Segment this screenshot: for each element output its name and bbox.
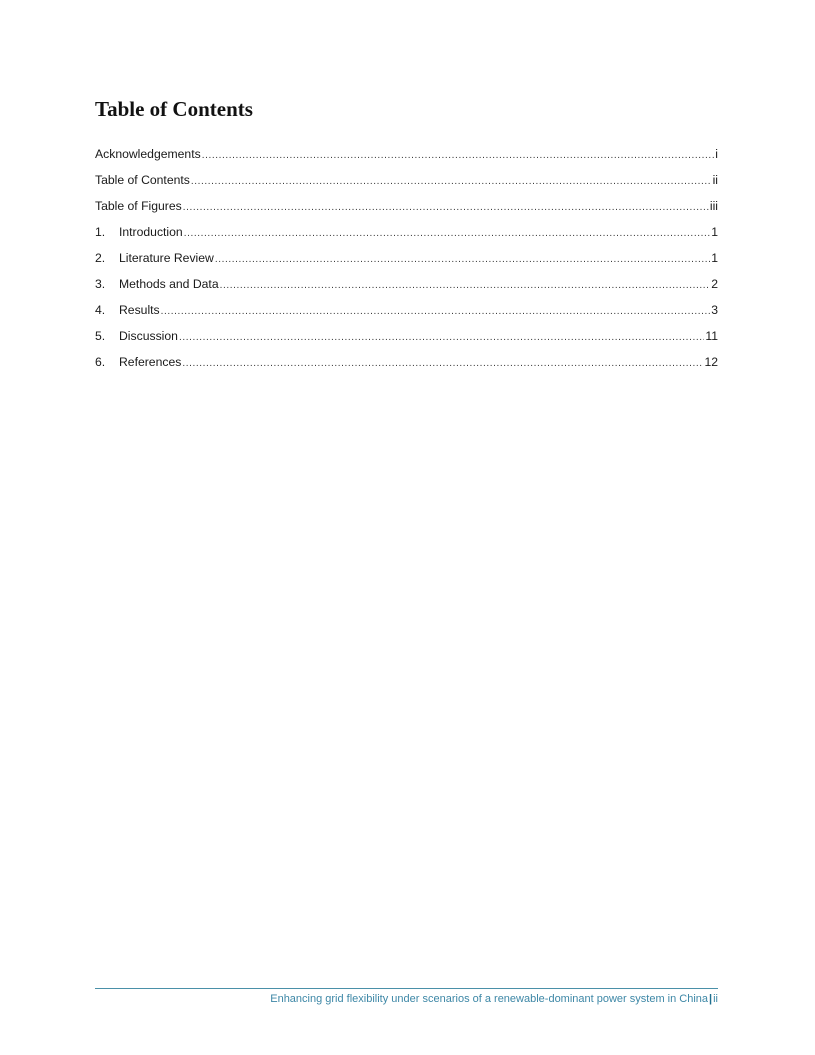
toc-entry-page: 12 xyxy=(704,355,718,369)
toc-entry-table-of-contents[interactable] xyxy=(95,167,718,193)
toc-entry-number: 5. xyxy=(95,329,106,343)
footer-page-number: ii xyxy=(713,993,718,1005)
toc-dot-leader xyxy=(182,351,703,377)
toc-entry-number: 3. xyxy=(95,277,106,291)
toc-entry-introduction[interactable] xyxy=(95,219,718,245)
footer-separator: | xyxy=(709,993,713,1005)
toc-entry-table-of-figures[interactable] xyxy=(95,193,718,219)
footer-divider xyxy=(95,988,718,989)
page-title: Table of Contents xyxy=(95,97,253,121)
toc-dot-leader xyxy=(215,247,710,273)
toc-entry-page: iii xyxy=(709,199,718,213)
toc-dot-leader xyxy=(161,299,711,325)
toc-entry-discussion[interactable] xyxy=(95,323,718,349)
toc-entry-number: 4. xyxy=(95,303,106,317)
toc-entry-references[interactable] xyxy=(95,349,718,375)
toc-dot-leader xyxy=(191,169,712,195)
toc-entry-label: Results xyxy=(119,303,160,317)
toc-entry-page: 1 xyxy=(711,251,718,265)
toc-entry-label: Literature Review xyxy=(119,251,214,265)
page-footer xyxy=(270,992,718,1006)
toc-entry-label: Methods and Data xyxy=(119,277,219,291)
toc-entry-label: Acknowledgements xyxy=(95,147,201,161)
toc-entry-label: References xyxy=(119,355,182,369)
toc-entry-page: 3 xyxy=(711,303,718,317)
toc-entry-page: ii xyxy=(712,173,718,187)
toc-dot-leader xyxy=(220,273,711,299)
footer-title: Enhancing grid flexibility under scenarios of a renewable-dominant power system in China xyxy=(270,993,709,1005)
toc-dot-leader xyxy=(184,221,711,247)
toc-dot-leader xyxy=(183,195,709,221)
toc-entry-page: 1 xyxy=(711,225,718,239)
toc-entry-page: i xyxy=(715,147,718,161)
toc-entry-label: Discussion xyxy=(119,329,178,343)
toc-entry-literature-review[interactable] xyxy=(95,245,718,271)
toc-dot-leader xyxy=(179,325,704,351)
toc-entry-label: Table of Figures xyxy=(95,199,182,213)
toc-entry-label: Introduction xyxy=(119,225,183,239)
toc-entry-number: 2. xyxy=(95,251,106,265)
toc-dot-leader xyxy=(202,143,715,169)
toc-entry-number: 6. xyxy=(95,355,106,369)
toc-entry-acknowledgements[interactable] xyxy=(95,141,718,167)
toc-entry-methods-and-data[interactable] xyxy=(95,271,718,297)
toc-entry-label: Table of Contents xyxy=(95,173,190,187)
toc-entry-number: 1. xyxy=(95,225,106,239)
toc-entry-page: 11 xyxy=(705,329,718,343)
toc-entry-page: 2 xyxy=(711,277,718,291)
table-of-contents xyxy=(95,141,718,375)
toc-entry-results[interactable] xyxy=(95,297,718,323)
